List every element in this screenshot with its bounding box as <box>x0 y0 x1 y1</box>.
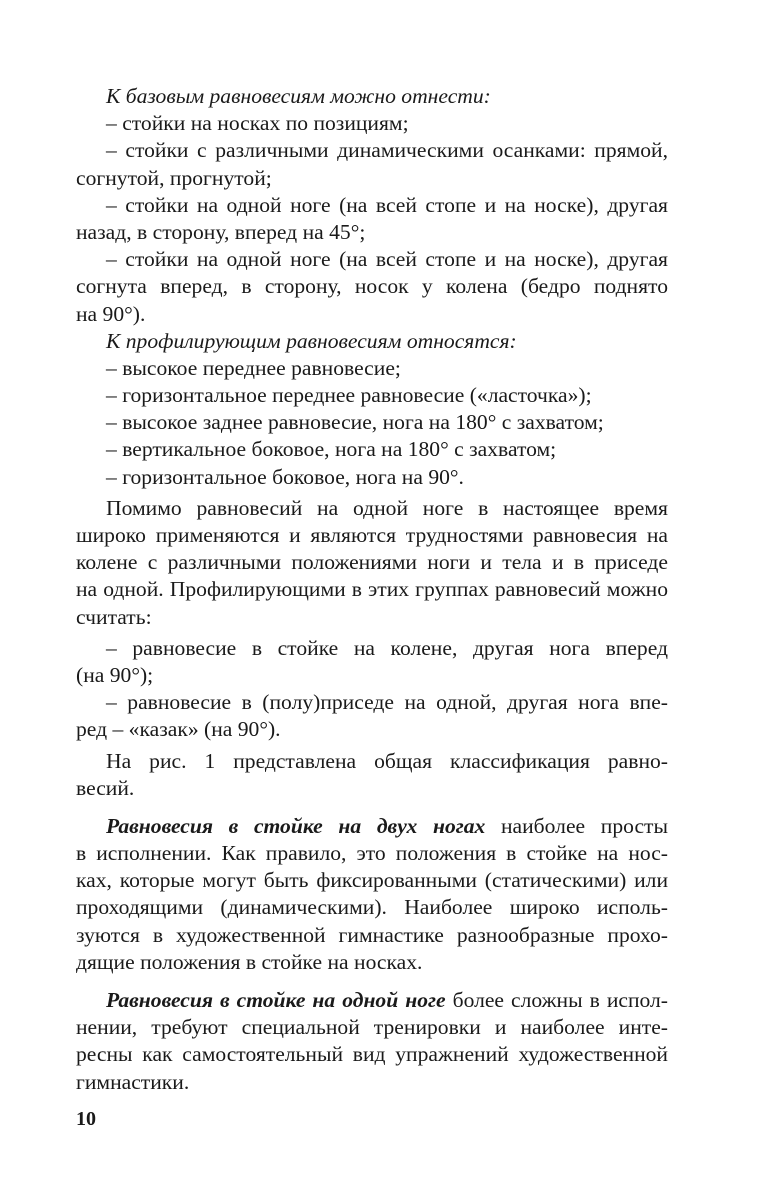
text-line: согнутой, прогнутой; <box>76 165 272 190</box>
text-line: – равновесие в (полу)приседе на одной, другая нога впе- <box>106 690 668 715</box>
text-line: – горизонтальное переднее равновесие («ласточка»); <box>106 383 592 408</box>
italic-lead: К профилирующим равновесиям относятся: <box>106 328 517 353</box>
line-rest: наиболее просты <box>485 813 668 838</box>
text-line: – вертикальное боковое, нога на 180° с захватом; <box>106 437 557 462</box>
text-line: На рис. 1 представлена общая классификация равно- <box>106 748 668 773</box>
text-line: – высокое переднее равновесие; <box>106 355 401 380</box>
bold-italic-term: Равновесия в стойке на двух ногах <box>106 813 486 838</box>
text-line: назад, в сторону, вперед на 45°; <box>76 219 366 244</box>
text-line: нении, требуют специальной тренировки и наиболее инте- <box>76 1015 668 1040</box>
text-line: (на 90°); <box>76 662 154 687</box>
text-line: колене с различными положениями ноги и тела и в приседе <box>76 550 668 575</box>
text-line: – стойки на одной ноге (на всей стопе и на носке), другая <box>106 247 668 272</box>
text-line: широко применяются и являются трудностями равновесия на <box>76 523 668 547</box>
text-line: в исполнении. Как правило, это положения в стойке на нос- <box>76 841 668 866</box>
text-line: – стойки на носках по позициям; <box>106 111 409 136</box>
text-line <box>76 83 668 110</box>
text-line: гимнастики. <box>76 1069 190 1094</box>
text-line: Помимо равновесий на одной ноге в настоящее время <box>106 495 668 520</box>
text-line: на 90°). <box>76 301 146 326</box>
text-line: – равновесие в стойке на колене, другая нога вперед <box>106 635 668 660</box>
text-line: дящие положения в стойке на носках. <box>76 949 423 974</box>
text-line: согнута вперед, в сторону, носок у колена (бедро поднято <box>76 274 668 299</box>
text-line: ресны как самостоятельный вид упражнений художественной <box>76 1042 668 1067</box>
text-line: считать: <box>76 604 152 629</box>
text-line: – стойки на одной ноге (на всей стопе и на носке), другая <box>106 192 668 217</box>
text-line: – высокое заднее равновесие, нога на 180° с захватом; <box>106 410 604 435</box>
text-line: весий. <box>76 775 135 800</box>
text-line: – стойки с различными динамическими осанками: прямой, <box>106 138 668 163</box>
text-line: зуются в художественной гимнастике разнообразные прохо- <box>76 922 668 947</box>
line-rest: более сложны в испол- <box>445 988 668 1012</box>
text-line: ках, которые могут быть фиксированными (статическими) или <box>76 868 668 893</box>
text-line <box>76 813 668 840</box>
page-number: 10 <box>76 1108 96 1130</box>
text-line <box>76 987 668 1014</box>
text-line: проходящими (динамическими). Наиболее широко исполь- <box>76 895 668 920</box>
text-line <box>76 328 668 355</box>
text-line: на одной. Профилирующими в этих группах равновесий можно <box>76 577 668 602</box>
text-line: – горизонтальное боковое, нога на 90°. <box>106 464 464 489</box>
text-line: ред – «казак» (на 90°). <box>76 717 281 742</box>
italic-lead: К базовым равновесиям можно отнести: <box>106 84 491 108</box>
bold-italic-term: Равновесия в стойке на одной ноге <box>106 988 446 1012</box>
page-body <box>76 83 668 1096</box>
